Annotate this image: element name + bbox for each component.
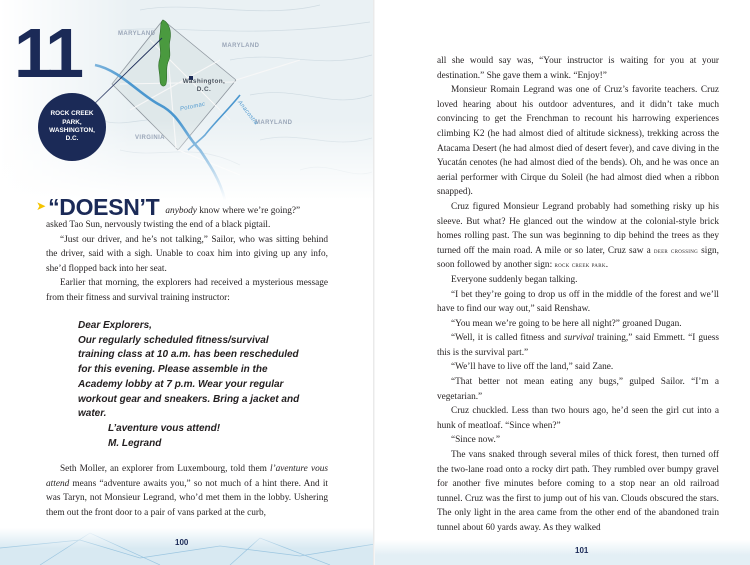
paragraph: “I bet they’re going to drop us off in the middle of the forest and we’ll have to find our way out,” said Renshaw.: [437, 289, 719, 315]
map-label-anacostia: Anacostia: [236, 99, 259, 127]
paragraph: asked Tao Sun, nervously twisting the end of a black pigtail.: [46, 220, 271, 230]
map-label-virginia: VIRGINIA: [135, 135, 165, 141]
map-label-maryland-lower: MARYLAND: [255, 120, 293, 126]
message-closing: L’aventure vous attend!: [108, 422, 221, 434]
paragraph: “You mean we’re going to be here all night?” groaned Dugan.: [451, 318, 682, 329]
map-label-maryland-right: MARYLAND: [222, 43, 260, 49]
chapter-opener: [36, 193, 336, 219]
right-body-text: [437, 54, 719, 536]
message-salutation: Dear Explorers,: [78, 320, 152, 331]
paragraph: Monsieur Romain Legrand was one of Cruz’s favorite teachers. Cruz loved hearing about his outdoor adventures, and it didn’t take much convincing to get the Frenchman to recount his harrowing experiences climbing K2 (he had almost died of altitude sickness), trekking across the Atacama Desert (he had almost died of desert fever), and cave diving in the Yucatán cenotes (he had almost died of the bends). Oh, and he was once an aerial performer with Cirque du Soleil (he had almost died when a ribbon snapped).: [437, 85, 719, 198]
right-page: [375, 0, 750, 565]
paragraph: “We’ll have to live off the land,” said Zane.: [451, 362, 614, 373]
left-body-text-top: [46, 218, 328, 306]
opener-display-word: “DOESN’T: [48, 194, 160, 220]
opener-line-rest: anybody know where we’re going?”: [165, 206, 301, 216]
paragraph: Everyone suddenly began talking.: [451, 274, 578, 285]
paragraph: The vans snaked through several miles of thick forest, then turned off the two-lane road onto a rocky dirt path. They rumbled over bumpy gravel for another five minutes before coming to a stop near an old railroad tunnel. Cruz was the first to jump out of his van. Clouds obscured the stars. The only light in the area came from the other end of the abandoned train tunnel about 60 yards away. As they walked: [437, 450, 719, 533]
paragraph: Cruz chuckled. Less than two hours ago, he’d seen the girl cut into a hunk of meatloaf. “Since when?”: [437, 406, 719, 431]
page-number-left: 100: [175, 538, 189, 547]
opener-line: [36, 193, 336, 219]
paragraph: “Well, it is called fitness and survival training,” said Emmett. “I guess this is the survival part.”: [437, 333, 719, 358]
arrow-right-icon: ➤: [36, 199, 47, 213]
map-label-dc: Washington, D.C.: [182, 78, 226, 93]
footer-strip-right: [375, 540, 750, 565]
paragraph: “Just our driver, and he’s not talking,” Sailor, who was sitting behind the driver, said with a sigh. Unable to coax him into giving up any info, she’d flopped back into her seat.: [46, 234, 328, 274]
message-body: Our regularly scheduled fitness/survival training class at 10 a.m. has been rescheduled for this evening. Please assemble in the Academy lobby at 7 p.m. Wear your regular workout gear and sneakers. Bring a jacket and water.: [78, 334, 300, 420]
paragraph: Seth Moller, an explorer from Luxembourg, told them l’aventure vous attend means “adventure awaits you,” so not much of a hint there. And it was Taryn, not Monsieur Legrand, who’d met them in the lobby. Ushering them out the front door to a pair of vans parked at the curb,: [46, 464, 328, 518]
paragraph: “Since now.”: [451, 435, 500, 446]
page-number-right: 101: [575, 546, 589, 555]
map-label-potomac: Potomac: [179, 101, 207, 113]
paragraph: Cruz figured Monsieur Legrand probably had something risky up his sleeve. But what? He glanced out the window at the colonial-style brick homes rolling past. The sun was beginning to dip behind the trees as they turned off the main road. A mile or so later, Cruz saw a deer crossing sign, soon followed by another sign: rock creek park.: [437, 201, 719, 271]
map-label-maryland-top: MARYLAND: [118, 31, 156, 37]
paragraph: all she would say was, “Your instructor is waiting for you at your destination.” She gave them a wink. “Enjoy!”: [437, 56, 719, 81]
paragraph: “That better not mean eating any bugs,” gulped Sailor. “I’m a vegetarian.”: [437, 377, 719, 402]
instructor-message: [78, 319, 308, 451]
location-badge-text: ROCK CREEK PARK, WASHINGTON, D.C.: [49, 110, 95, 143]
paragraph: Earlier that morning, the explorers had received a mysterious message from their fitness and survival training instructor:: [46, 278, 328, 303]
left-body-text-bottom: [46, 462, 328, 520]
chapter-number: 11: [14, 14, 80, 92]
message-signature: M. Legrand: [108, 437, 162, 449]
location-badge: [38, 93, 106, 161]
